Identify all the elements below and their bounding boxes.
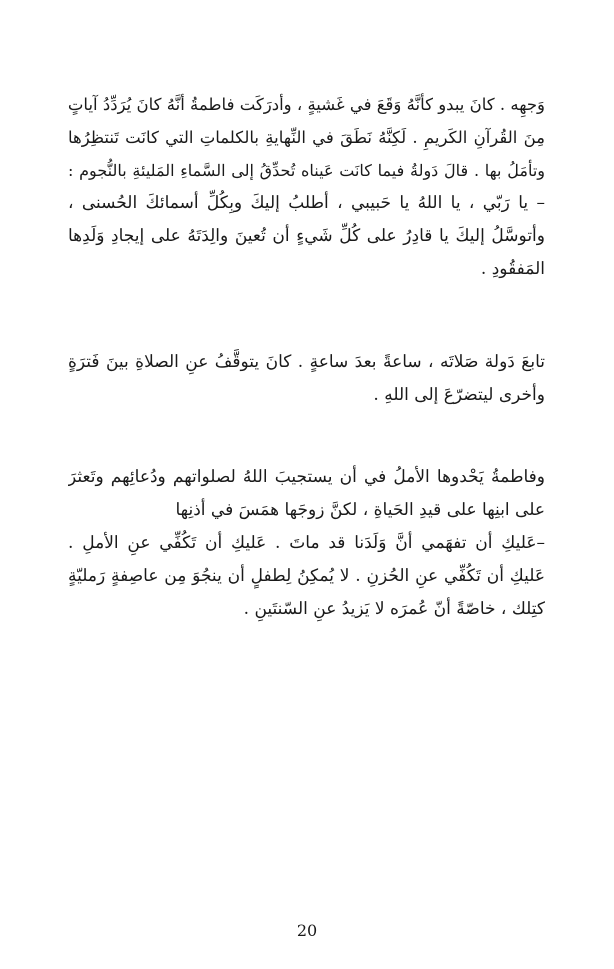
paragraph-continued-prayer bbox=[68, 346, 545, 412]
text-line: – يا رَبّي ، يا اللهُ يا حَبيبي ، أطلبُ إليكَ وبِكُلِّ أسمائكَ الحُسنى ، bbox=[68, 193, 545, 213]
text-line: وَجهِه . كانَ يبدو كأنَّهُ وَقَعَ في غَشيةٍ ، وأدرَكَت فاطمةُ أنَّهُ كانَ يُرَدِّدُ آياتٍ bbox=[68, 95, 545, 114]
paragraph-prayer bbox=[68, 88, 545, 286]
text-line: تابعَ دَولة صَلاتَه ، ساعةً بعدَ ساعةٍ . كانَ يتوقَّفُ عنِ الصلاةِ بينَ فَترَةٍ bbox=[68, 352, 545, 372]
text-line: مِنَ القُرآنِ الكَريمِ . لَكِنَّهُ نَطَقَ في النِّهايةِ بالكلماتِ التي كانَت تَنتظِرُها bbox=[68, 128, 545, 147]
text-line: على ابنِها على قيدِ الحَياةِ ، لكنَّ زوجَها همَسَ في أذنِها bbox=[175, 500, 545, 520]
text-line: وأخرى ليتضرّعَ إلى اللهِ . bbox=[373, 385, 545, 405]
text-line: المَفقُودِ . bbox=[480, 259, 545, 279]
text-line: وأتوسَّلُ إليكَ يا قادِرُ على كُلِّ شَيءٍ أن تُعينَ والِدَتَهُ على إيجادِ وَلَدِها bbox=[68, 226, 545, 246]
text-line: كتِلك ، خاصّةً أنّ عُمرَه لا يَزيدُ عنِ السّنتَينِ . bbox=[243, 599, 545, 619]
page-number: 20 bbox=[296, 921, 318, 940]
text-line: عَليكِ أن تَكُفِّي عنِ الحُزنِ . لا يُمكِنُ لِطفلٍ أن ينجُوَ مِن عاصِفةٍ رَمليّةٍ bbox=[68, 566, 545, 586]
text-line: وتأمَلُ بها . قالَ دَولةُ فيما كانَت عَيناه تُحدِّقُ إلى السَّماءِ المَليئةِ بالنُّجوم : bbox=[68, 161, 545, 180]
paragraph-fatima-hope bbox=[68, 461, 545, 626]
text-line: –عَليكِ أن تفهَمي أنَّ وَلَدَنا قد ماتَ . عَليكِ أن تَكُفِّي عنِ الأملِ . bbox=[68, 533, 545, 553]
text-line: وفاطمةُ يَحْدوها الأملُ في أن يستجيبَ اللهُ لصلواتهم ودُعائِهم وتَعثرَ bbox=[68, 467, 545, 487]
